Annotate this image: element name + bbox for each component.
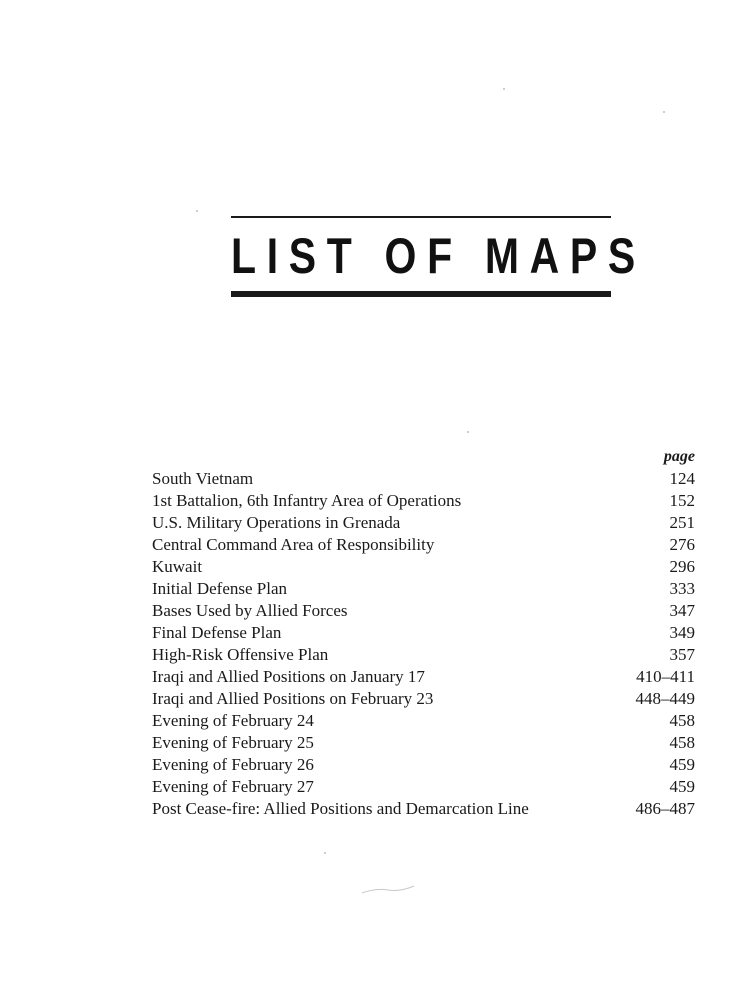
scan-speck (503, 88, 505, 90)
map-title: Bases Used by Allied Forces (152, 601, 348, 620)
scan-speck (663, 111, 665, 113)
map-title: Initial Defense Plan (152, 579, 288, 598)
page-number: 459 (669, 755, 695, 774)
scan-speck (324, 852, 326, 854)
maps-list (152, 446, 695, 820)
page-title: LIST OF MAPS (231, 228, 646, 284)
list-item (152, 512, 695, 534)
list-item (152, 754, 695, 776)
map-title: Evening of February 25 (152, 733, 314, 752)
list-item (152, 666, 695, 688)
scan-smudge (360, 882, 416, 896)
list-item (152, 732, 695, 754)
list-item (152, 710, 695, 732)
page-number: 251 (669, 513, 695, 532)
map-title: Post Cease-fire: Allied Positions and Demarcation Line (152, 799, 529, 818)
map-title: Final Defense Plan (152, 623, 282, 642)
page-number: 296 (669, 557, 695, 576)
scan-speck (196, 210, 198, 212)
list-item (152, 556, 695, 578)
map-title: Evening of February 27 (152, 777, 314, 796)
map-title: South Vietnam (152, 469, 254, 488)
list-item (152, 578, 695, 600)
page-number: 448–449 (635, 689, 695, 708)
top-rule (231, 216, 611, 218)
scan-speck (467, 431, 469, 433)
page-number: 333 (669, 579, 695, 598)
page-number: 357 (669, 645, 695, 664)
map-title: 1st Battalion, 6th Infantry Area of Operations (152, 491, 462, 510)
page-number: 276 (669, 535, 695, 554)
map-title: Evening of February 24 (152, 711, 314, 730)
list-item (152, 644, 695, 666)
map-title: Iraqi and Allied Positions on February 23 (152, 689, 434, 708)
list-item (152, 688, 695, 710)
list-item (152, 534, 695, 556)
page-number: 458 (669, 733, 695, 752)
list-item (152, 600, 695, 622)
page-number: 410–411 (636, 667, 695, 686)
page-number: 152 (669, 491, 695, 510)
map-title: U.S. Military Operations in Grenada (152, 513, 401, 532)
page-number: 349 (669, 623, 695, 642)
map-title: Central Command Area of Responsibility (152, 535, 435, 554)
map-title: Evening of February 26 (152, 755, 314, 774)
list-item (152, 776, 695, 798)
page-number: 459 (669, 777, 695, 796)
page-number: 124 (669, 469, 695, 488)
bottom-rule (231, 291, 611, 297)
map-title: High-Risk Offensive Plan (152, 645, 329, 664)
map-title: Iraqi and Allied Positions on January 17 (152, 667, 425, 686)
page-column-label: page (663, 448, 695, 465)
page-number: 458 (669, 711, 695, 730)
list-item (152, 798, 695, 820)
page-number: 347 (669, 601, 695, 620)
map-title: Kuwait (152, 557, 203, 576)
list-item (152, 468, 695, 490)
list-item (152, 622, 695, 644)
page-number: 486–487 (635, 799, 695, 818)
maps-entries (152, 468, 695, 820)
list-item (152, 490, 695, 512)
